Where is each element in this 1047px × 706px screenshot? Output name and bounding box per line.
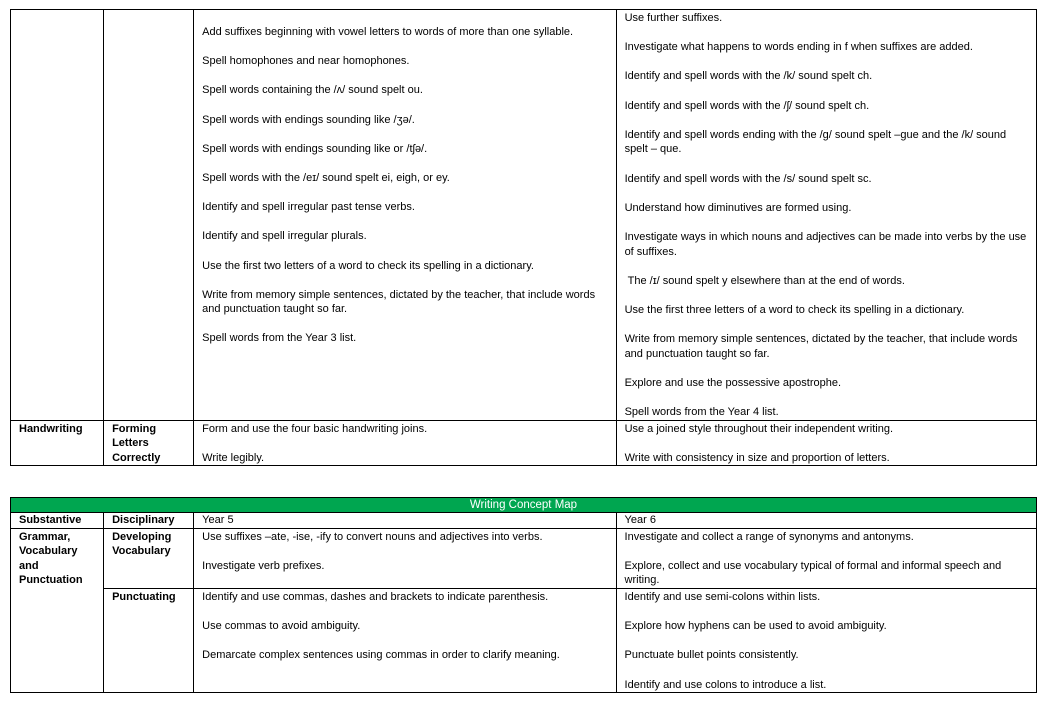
list-item: Identify and spell words with the /ʃ/ sound spelt ch. [624, 99, 870, 112]
list-item: Punctuate bullet points consistently. [624, 649, 799, 662]
list-item: Identify and use colons to introduce a list. [624, 678, 827, 691]
handwriting-row [11, 420, 1037, 466]
list-item: Use commas to avoid ambiguity. [202, 620, 361, 633]
header-substantive: Substantive [19, 514, 82, 526]
list-item: Form and use the four basic handwriting joins. [202, 422, 428, 435]
list-item: Spell words from the Year 4 list. [624, 406, 779, 419]
spelling-substantive-cell [11, 10, 104, 421]
spelling-year-a-list [202, 25, 609, 346]
list-item: Spell homophones and near homophones. [202, 55, 410, 68]
spelling-year-a-cell [194, 10, 616, 421]
list-item: Identify and spell irregular plurals. [202, 230, 367, 243]
list-item: Spell words with the /eɪ/ sound spelt ei, eigh, or ey. [202, 171, 450, 184]
list-item: Use the first three letters of a word to check its spelling in a dictionary. [624, 303, 965, 316]
header-year-5: Year 5 [202, 514, 234, 526]
list-item: Identify and spell words with the /k/ sound spelt ch. [624, 70, 873, 83]
punctuating-year-6-cell [616, 588, 1036, 692]
vocabulary-year-6-cell [616, 528, 1036, 588]
list-item: Explore and use the possessive apostrophe. [624, 376, 842, 389]
list-item: Identify and use commas, dashes and brackets to indicate parenthesis. [202, 590, 549, 603]
header-disciplinary: Disciplinary [112, 514, 175, 526]
vocabulary-disciplinary-cell: Developing Vocabulary [104, 528, 194, 588]
writing-concept-map-table [10, 497, 1037, 693]
punctuating-disciplinary-cell: Punctuating [104, 588, 194, 692]
list-item: Identify and use semi-colons within lists. [624, 590, 821, 603]
header-year-6: Year 6 [624, 514, 656, 526]
list-item: Spell words with endings sounding like /ʒə/. [202, 113, 415, 126]
list-item: Identify and spell words ending with the /g/ sound spelt –gue and the /k/ sound spelt – que. [624, 128, 1010, 156]
list-item: Use the first two letters of a word to check its spelling in a dictionary. [202, 259, 534, 272]
handwriting-disciplinary-cell: Forming Letters Correctly [104, 420, 194, 466]
handwriting-year-b-list [625, 422, 1030, 466]
list-item: Use suffixes –ate, -ise, -ify to convert nouns and adjectives into verbs. [202, 530, 543, 543]
list-item: Identify and spell irregular past tense verbs. [202, 201, 415, 214]
handwriting-year-a-cell [194, 420, 616, 466]
list-item: Investigate and collect a range of synonyms and antonyms. [624, 530, 914, 543]
list-item: Identify and spell words with the /s/ sound spelt sc. [624, 172, 872, 185]
list-item: Spell words from the Year 3 list. [202, 332, 357, 345]
list-item: Demarcate complex sentences using commas in order to clarify meaning. [202, 649, 560, 662]
list-item: Spell words containing the /ʌ/ sound spelt ou. [202, 84, 423, 97]
concept-map-header-row [11, 513, 1037, 529]
handwriting-year-b-cell [616, 420, 1036, 466]
vocabulary-row [11, 528, 1037, 588]
vocabulary-year-6-list [625, 530, 1030, 588]
spelling-year-b-list [625, 11, 1030, 420]
punctuating-year-5-list [202, 590, 609, 663]
spelling-handwriting-table [10, 9, 1037, 466]
concept-map-title: Writing Concept Map [11, 498, 1037, 513]
vocabulary-year-5-list [202, 530, 609, 574]
list-item: Add suffixes beginning with vowel letters to words of more than one syllable. [202, 26, 574, 38]
concept-map-title-row [11, 498, 1037, 513]
list-item: Investigate ways in which nouns and adjectives can be made into verbs by the use of suffixes. [624, 230, 1030, 258]
grammar-substantive-cell: Grammar, Vocabulary and Punctuation [11, 528, 104, 693]
list-item: Investigate what happens to words ending in f when suffixes are added. [624, 41, 973, 54]
list-item: Investigate verb prefixes. [202, 559, 325, 572]
list-item: Write legibly. [202, 451, 265, 464]
list-item: Write from memory simple sentences, dictated by the teacher, that include words and punctuation taught so far. [624, 333, 1021, 360]
spelling-disciplinary-cell [104, 10, 194, 421]
list-item: The /ɪ/ sound spelt y elsewhere than at the end of words. [624, 274, 905, 287]
handwriting-substantive-cell: Handwriting [11, 420, 104, 466]
punctuating-year-6-list [625, 590, 1030, 692]
spelling-year-b-cell [616, 10, 1036, 421]
list-item: Write with consistency in size and proportion of letters. [624, 451, 890, 464]
list-item: Use a joined style throughout their independent writing. [624, 422, 894, 435]
list-item: Explore how hyphens can be used to avoid ambiguity. [624, 620, 887, 633]
punctuating-row [11, 588, 1037, 692]
list-item: Use further suffixes. [624, 12, 723, 24]
handwriting-year-a-list [202, 422, 609, 466]
list-item: Write from memory simple sentences, dictated by the teacher, that include words and punctuation taught so far. [202, 288, 599, 316]
list-item: Understand how diminutives are formed using. [624, 201, 852, 214]
spelling-row [11, 10, 1037, 421]
punctuating-year-5-cell [194, 588, 616, 692]
list-item: Spell words with endings sounding like or /tʃə/. [202, 142, 428, 155]
list-item: Explore, collect and use vocabulary typical of formal and informal speech and writing. [624, 559, 1005, 587]
vocabulary-year-5-cell [194, 528, 616, 588]
